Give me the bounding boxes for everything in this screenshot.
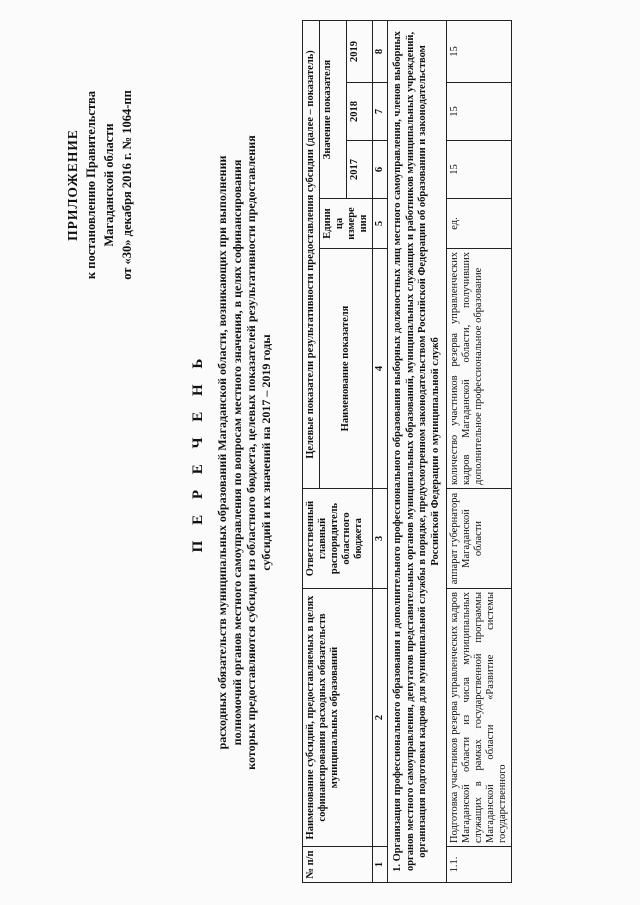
row-subsidy-name: Подготовка участников резерва управленческих кадров Магаданской области из числа муниципальных служащих в рамках государственной программы Магаданской области «Развитие системы государственного [447, 589, 512, 847]
title-line: которых предоставляются субсидии из областного бюджета, целевых показателей результативности предоставления [244, 135, 258, 770]
title-line: полномочий органов местного самоуправления по вопросам местного значения, в целях софинансирования [229, 159, 244, 746]
header-indicator-name: Наименование показателя [320, 249, 373, 489]
appendix-line: Магаданской области [102, 123, 116, 247]
title-line: расходных обязательств муниципальных образований Магаданской области, возникающих при выполнении [215, 155, 229, 750]
header-subsidy-name: Наименование субсидий, предоставляемых в целях софинансирования расходных обязательств муниципальных образований [303, 589, 373, 847]
header-targets: Целевые показатели результативности предоставления субсидии (далее – показатель) [303, 20, 320, 488]
header-num: № п/п [303, 847, 373, 883]
header-year-2018: 2018 [346, 83, 373, 141]
column-number: 1 [373, 847, 388, 883]
header-year-2017: 2017 [346, 141, 373, 199]
column-number: 5 [373, 199, 388, 249]
column-number: 8 [373, 20, 388, 82]
column-number-row [373, 20, 388, 882]
column-number: 4 [373, 249, 388, 489]
subsidies-table [302, 20, 512, 883]
header-row [303, 20, 320, 882]
header-value: Значение показателя [320, 20, 347, 198]
column-number: 7 [373, 83, 388, 141]
row-value-2018: 15 [447, 83, 512, 141]
appendix-heading: ПРИЛОЖЕНИЕ [65, 129, 80, 241]
title-main: П Е Р Е Ч Е Н Ь [190, 352, 206, 553]
appendix-block [64, 25, 136, 345]
title-line: субсидий и их значений на 2017 – 2019 годы [258, 334, 273, 571]
document-title [190, 40, 273, 865]
appendix-line: к постановлению Правительства [84, 90, 98, 280]
header-admin: Ответственный главный распорядитель областного бюджета [303, 489, 373, 589]
row-indicator: количество участников резерва управленческих кадров Магаданской области, получивших дополнительное профессиональное образование [447, 249, 512, 489]
row-number: 1.1. [447, 847, 512, 883]
column-number: 3 [373, 489, 388, 589]
column-number: 6 [373, 141, 388, 199]
row-value-2017: 15 [447, 141, 512, 199]
section-row [388, 20, 447, 882]
section-heading: 1. Организация профессионального образования и дополнительного профессионального образования выборных должностных лиц местного самоуправления, членов выборных органов местного самоуправления, депутатов представительных органов муниципальных образований, муниципальных служащих и работников муниципальных учреждений, организация подготовки кадров для муниципальной службы в порядке, предусмотренном законодательством Российской Федерации об образовании и законодательством Российской Федерации о муниципальной служб [388, 20, 447, 882]
table-row [447, 20, 512, 882]
column-number: 2 [373, 589, 388, 847]
appendix-line: от «30» декабря 2016 г. № 1064-пп [120, 90, 134, 280]
header-unit: Едини ца измере ния [320, 199, 373, 249]
header-year-2019: 2019 [346, 20, 373, 82]
row-unit: ед. [447, 199, 512, 249]
row-value-2019: 15 [447, 20, 512, 82]
row-admin: аппарат губернатора Магаданской области [447, 489, 512, 589]
